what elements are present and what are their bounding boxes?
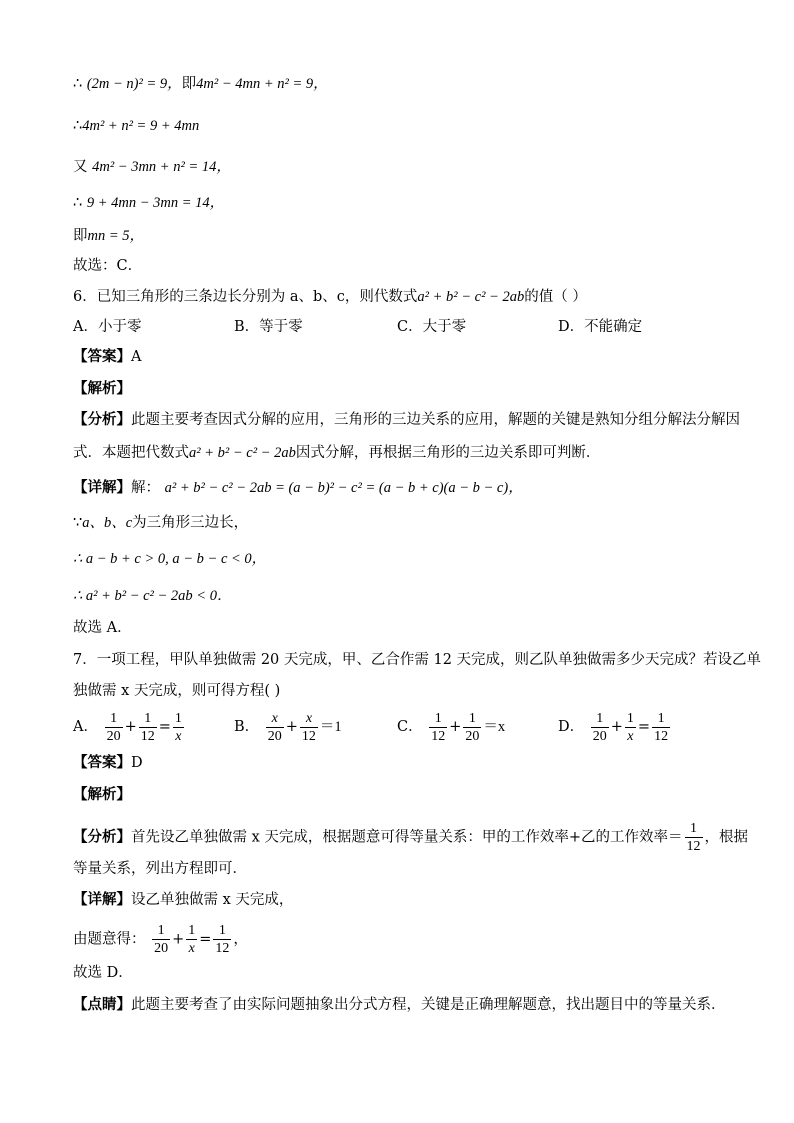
q6-xiangjie-1 [73,477,734,499]
q6-fenxi-text-2a: 式．本题把代数式 [73,445,189,461]
q7-xiangjie-3: 故选 D． [73,965,133,981]
fraction [152,922,170,957]
q7-option-c [397,705,505,749]
prev-eq-6: mn = 5， [87,228,145,244]
numerator: 1 [685,820,703,838]
fraction [266,710,284,745]
denominator: 20 [154,941,169,956]
q6-fenxi-2 [73,442,734,464]
q6-xj-sides: 为三角形三边长， [132,515,249,531]
q7-fenxi-text-1a: 首先设乙单独做需 x 天完成，根据题意可得等量关系：甲的工作效率+乙的工作效率＝ [131,829,683,846]
q6-xj-expr-3: ∴ a − b + c > 0, a − b − c < 0， [73,551,267,567]
numerator: 1 [105,710,123,728]
equals-sign: ＝ [319,719,335,735]
q7-answer [73,752,734,774]
equals-sign: = [158,719,171,735]
q6-option-c: C．大于零 [397,319,467,335]
prev-eq-1: (2m − n)² = 9， [86,76,182,92]
q7-xj-text-2a: 由题意得： [73,931,146,948]
fraction [105,710,123,745]
equals-sign: ＝ [483,719,498,735]
fraction [685,820,703,855]
q7-dianjing-text: 此题主要考查了由实际问题抽象出分式方程，关键是正确理解题意，找出题目中的等量关系． [131,997,726,1013]
q7-analysis-label: 【解析】 [73,786,131,803]
q7-analysis-tag [73,784,734,806]
q7-option-a-label: A． [73,719,98,735]
q7-dianjing-tag: 【点睛】 [73,996,131,1013]
denominator: x [188,941,195,956]
q7-xj-text-2c: ， [233,931,248,948]
numerator: 1 [591,710,609,728]
q6-fenxi-text-2c: 因式分解，再根据三角形的三边关系即可判断． [295,445,601,461]
fraction [652,710,670,745]
prev-word-ji: 即 [181,76,197,92]
q6-xiangjie-3 [73,548,734,570]
numerator: 1 [652,710,670,728]
denominator: 20 [592,728,607,744]
q6-xiangjie-2 [73,512,734,534]
prev-word-ji2: 即 [73,228,88,244]
q7-answer-tag: 【答案】 [73,754,131,771]
fraction [173,710,184,745]
numerator: x [300,710,318,728]
denominator: x [175,728,182,744]
rhs-value: 1 [334,719,342,735]
q6-fenxi-text-1: 此题主要考查因式分解的应用，三角形的三边关系的应用，解题的关键是熟知分组分解法分解因 [131,412,740,428]
denominator: 12 [431,728,446,744]
numerator: 1 [188,923,196,938]
q6-analysis-label: 【解析】 [73,380,131,397]
q7-options [73,705,734,749]
q6-fenxi-expr: a² + b² − c² − 2ab [189,445,296,461]
q6-answer [73,346,734,368]
prev-eq-2: 4m² − 4mn + n² = 9， [196,76,328,92]
q7-fenxi-2: 等量关系，列出方程即可． [73,861,247,877]
q6-analysis-tag [73,378,734,400]
numerator: 1 [213,922,231,940]
denominator: 20 [106,728,121,744]
q6-xj-because: ∵ [73,515,83,531]
q6-xj-abc: a、b、c [82,515,133,531]
numerator: x [266,710,284,728]
prev-line-5 [73,225,734,247]
q7-option-d-label: D． [558,719,585,735]
fraction [186,922,197,957]
q6-stem-tail: 的值（ ） [524,289,587,305]
numerator: 1 [626,710,634,726]
numerator: 1 [139,710,157,728]
rhs-value: x [497,719,506,735]
q6-xj-jie: 解： [131,480,160,496]
q6-fenxi-tag: 【分析】 [73,411,131,428]
plus-sign: + [124,719,137,735]
equals-sign: = [637,719,651,735]
prev-eq-4: 4m² − 3mn + n² = 14， [92,159,231,175]
numerator: 1 [152,922,170,940]
q7-option-b [234,705,342,749]
numerator: 1 [463,710,481,728]
denominator: 20 [267,728,282,744]
numerator: 1 [174,710,182,726]
denominator: 12 [140,728,155,744]
fraction [591,710,609,745]
denominator: 12 [654,728,669,744]
q7-xj-text-1: 设乙单独做需 x 天完成， [131,892,294,908]
fraction [429,710,447,745]
numerator: 1 [429,710,447,728]
q6-option-b: B．等于零 [234,319,303,335]
prev-line-2: ∴4m² + n² = 9 + 4mn [73,118,200,134]
q6-xj-expr-1: a² + b² − c² − 2ab = (a − b)² − c² = (a − b + c)(a − b − c)， [164,480,523,496]
plus-sign: + [610,719,623,735]
fraction [463,710,481,745]
q6-xiangjie-4 [73,585,734,607]
q6-xj-expr-4: ∴ a² + b² − c² − 2ab < 0． [73,588,232,604]
equals-sign: = [199,931,212,948]
denominator: 12 [686,839,701,854]
q7-option-d [558,705,672,749]
prev-eq-3: 4m² + n² = 9 + 4mn [82,118,200,134]
q7-xiangjie-1 [73,889,734,911]
fraction [139,710,157,745]
prev-line-1: ∴ (2m − n)² = 9，即4m² − 4mn + n² = 9， [73,76,328,92]
q6-stem [73,286,734,308]
q7-fenxi-1 [73,820,749,855]
plus-sign: + [285,719,298,735]
q6-xiangjie-tag: 【详解】 [73,479,131,496]
q7-fenxi-tag: 【分析】 [73,828,131,846]
denominator: 12 [301,728,316,744]
q7-option-c-label: C． [397,719,423,735]
q6-answer-value: A [131,349,142,365]
prev-line-4: ∴ 9 + 4mn − 3mn = 14， [73,195,225,211]
q7-dianjing [73,994,734,1016]
q6-answer-tag: 【答案】 [73,348,131,365]
fraction [625,710,636,745]
prev-line-3 [73,156,734,178]
q6-fenxi-1 [73,409,740,431]
q7-xiangjie-2 [73,922,734,957]
fraction [213,922,231,957]
q6-stem-expr: a² + b² − c² − 2ab [417,289,525,305]
denominator: x [627,728,634,744]
prev-word-you: 又 [73,159,88,175]
plus-sign: + [449,719,462,735]
q6-xiangjie-5: 故选 A． [73,620,132,636]
q7-stem-2: 独做需 x 天完成，则可得方程( ) [73,683,281,699]
fraction [300,710,318,745]
prev-eq-5: 9 + 4mn − 3mn = 14， [86,195,225,211]
denominator: 12 [215,941,230,956]
denominator: 20 [465,728,480,744]
q6-stem-text: 6．已知三角形的三条边长分别为 a、b、c，则代数式 [73,289,418,305]
q6-option-a: A．小于零 [73,319,142,335]
q7-option-a [73,705,186,749]
q7-fenxi-text-1c: ，根据 [704,829,749,846]
prev-line-6: 故选：C． [73,258,143,274]
q7-option-b-label: B． [234,719,260,735]
q6-option-d: D．不能确定 [558,319,643,335]
plus-sign: + [172,931,185,948]
q7-stem-1: 7．一项工程，甲队单独做需 20 天完成，甲、乙合作需 12 天完成，则乙队单独做需多少天完成？若设乙单 [73,652,762,668]
q7-answer-value: D [131,755,143,771]
q7-xiangjie-tag: 【详解】 [73,891,131,908]
